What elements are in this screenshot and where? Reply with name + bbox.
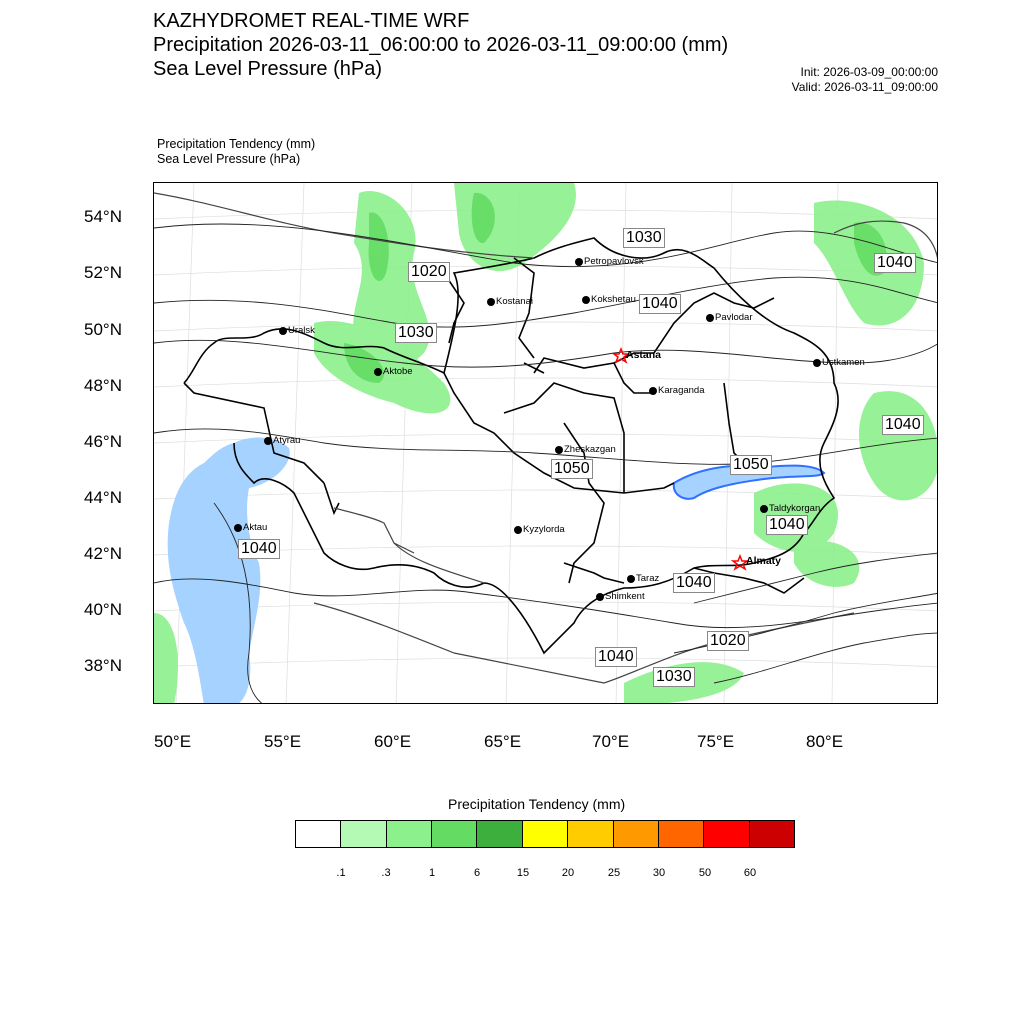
city-dot-zheskazgan: [555, 446, 563, 454]
city-dot-petropavlovsk: [575, 258, 583, 266]
city-label: Petropavlovsk: [584, 256, 644, 267]
city-dot-aktobe: [374, 368, 382, 376]
city-dot-kostanai: [487, 298, 495, 306]
capital-star-almaty: [733, 556, 747, 569]
capital-markers: [614, 349, 747, 569]
lat-label: 42°N: [84, 544, 122, 563]
legend-tick: .1: [336, 867, 346, 879]
lat-label: 38°N: [84, 656, 122, 675]
legend-color-cell: [296, 821, 341, 847]
city-label: Shimkent: [605, 591, 645, 602]
subtitle-precip: Precipitation Tendency (mm): [157, 137, 316, 151]
legend-color-cell: [750, 821, 794, 847]
capital-label: Astana: [626, 349, 662, 361]
city-dot-ustkamen: [813, 359, 821, 367]
legend-tick: 50: [698, 867, 712, 879]
legend-tick: 1: [428, 867, 436, 879]
legend-tick: 60: [743, 867, 757, 879]
isobar-label: 1030: [395, 323, 437, 343]
title-line-1: KAZHYDROMET REAL-TIME WRF: [153, 10, 470, 32]
city-label: Uralsk: [288, 325, 315, 336]
lat-label: 54°N: [84, 207, 122, 226]
isobar-label: 1020: [707, 631, 749, 651]
isobar-label: 1030: [623, 228, 665, 248]
city-dot-karaganda: [649, 387, 657, 395]
city-dot-atyrau: [264, 437, 272, 445]
city-dot-pavlodar: [706, 314, 714, 322]
legend-tick: .3: [381, 867, 391, 879]
lon-label: 75°E: [697, 732, 735, 751]
city-label: Karaganda: [658, 385, 705, 396]
lat-label: 52°N: [84, 263, 122, 282]
legend-color-cell: [614, 821, 659, 847]
city-label: Kyzylorda: [523, 524, 565, 535]
map-graphics: [154, 183, 938, 704]
city-dot-kyzylorda: [514, 526, 522, 534]
init-time: Init: 2026-03-09_00:00:00: [800, 65, 938, 79]
title-line-3: Sea Level Pressure (hPa): [153, 58, 383, 80]
lat-label: 46°N: [84, 432, 122, 451]
neighbour-borders: [154, 193, 938, 683]
legend-color-cell: [568, 821, 613, 847]
isobar-label: 1040: [639, 294, 681, 314]
isobar-label: 1030: [653, 667, 695, 687]
weather-map[interactable]: [153, 182, 938, 704]
legend-tick: 30: [652, 867, 666, 879]
legend-color-cell: [704, 821, 749, 847]
legend-title: Precipitation Tendency (mm): [448, 796, 626, 812]
isobar-label: 1040: [595, 647, 637, 667]
city-dot-kokshetau: [582, 296, 590, 304]
city-label: Taldykorgan: [769, 503, 821, 514]
lat-label: 44°N: [84, 488, 122, 507]
lon-label: 80°E: [806, 732, 844, 751]
city-label: Aktobe: [383, 366, 413, 377]
lon-label: 70°E: [592, 732, 630, 751]
city-label: Zheskazgan: [564, 444, 616, 455]
isobar-label: 1050: [730, 455, 772, 475]
legend-tick: 15: [516, 867, 530, 879]
isobar-label: 1040: [238, 539, 280, 559]
lat-label: 50°N: [84, 320, 122, 339]
isobar-label: 1040: [882, 415, 924, 435]
legend-tick: 25: [607, 867, 621, 879]
caspian-sea: [168, 438, 290, 704]
lon-label: 50°E: [154, 732, 192, 751]
lon-label: 65°E: [484, 732, 522, 751]
legend-tick: 20: [561, 867, 575, 879]
city-dot-shimkent: [596, 593, 604, 601]
legend-colorbar: [295, 820, 795, 848]
isobar-label: 1050: [551, 459, 593, 479]
city-dot-aktau: [234, 524, 242, 532]
valid-time: Valid: 2026-03-11_09:00:00: [791, 80, 938, 94]
city-label: Kostanai: [496, 296, 533, 307]
city-label: Kokshetau: [591, 294, 636, 305]
capital-label: Almaty: [746, 555, 782, 567]
city-label: Atyrau: [273, 435, 301, 446]
city-dot-uralsk: [279, 327, 287, 335]
city-dot-taldykorgan: [760, 505, 768, 513]
subtitle-pressure: Sea Level Pressure (hPa): [157, 152, 301, 166]
legend-color-cell: [477, 821, 522, 847]
isobar-label: 1040: [766, 515, 808, 535]
isobar-label: 1040: [874, 253, 916, 273]
lat-label: 48°N: [84, 376, 122, 395]
legend-tick: 6: [473, 867, 481, 879]
city-label: Pavlodar: [715, 312, 753, 323]
isobar-label: 1040: [673, 573, 715, 593]
lon-label: 55°E: [264, 732, 302, 751]
legend-color-cell: [387, 821, 432, 847]
city-dot-taraz: [627, 575, 635, 583]
city-label: Aktau: [243, 522, 268, 533]
city-label: Ustkamen: [822, 357, 865, 368]
lat-label: 40°N: [84, 600, 122, 619]
legend-color-cell: [523, 821, 568, 847]
lon-label: 60°E: [374, 732, 412, 751]
city-label: Taraz: [636, 573, 660, 584]
legend-color-cell: [341, 821, 386, 847]
isobar-label: 1020: [408, 262, 450, 282]
title-line-2: Precipitation 2026-03-11_06:00:00 to 2026-03-11_09:00:00 (mm): [153, 34, 729, 56]
legend-color-cell: [659, 821, 704, 847]
legend-color-cell: [432, 821, 477, 847]
